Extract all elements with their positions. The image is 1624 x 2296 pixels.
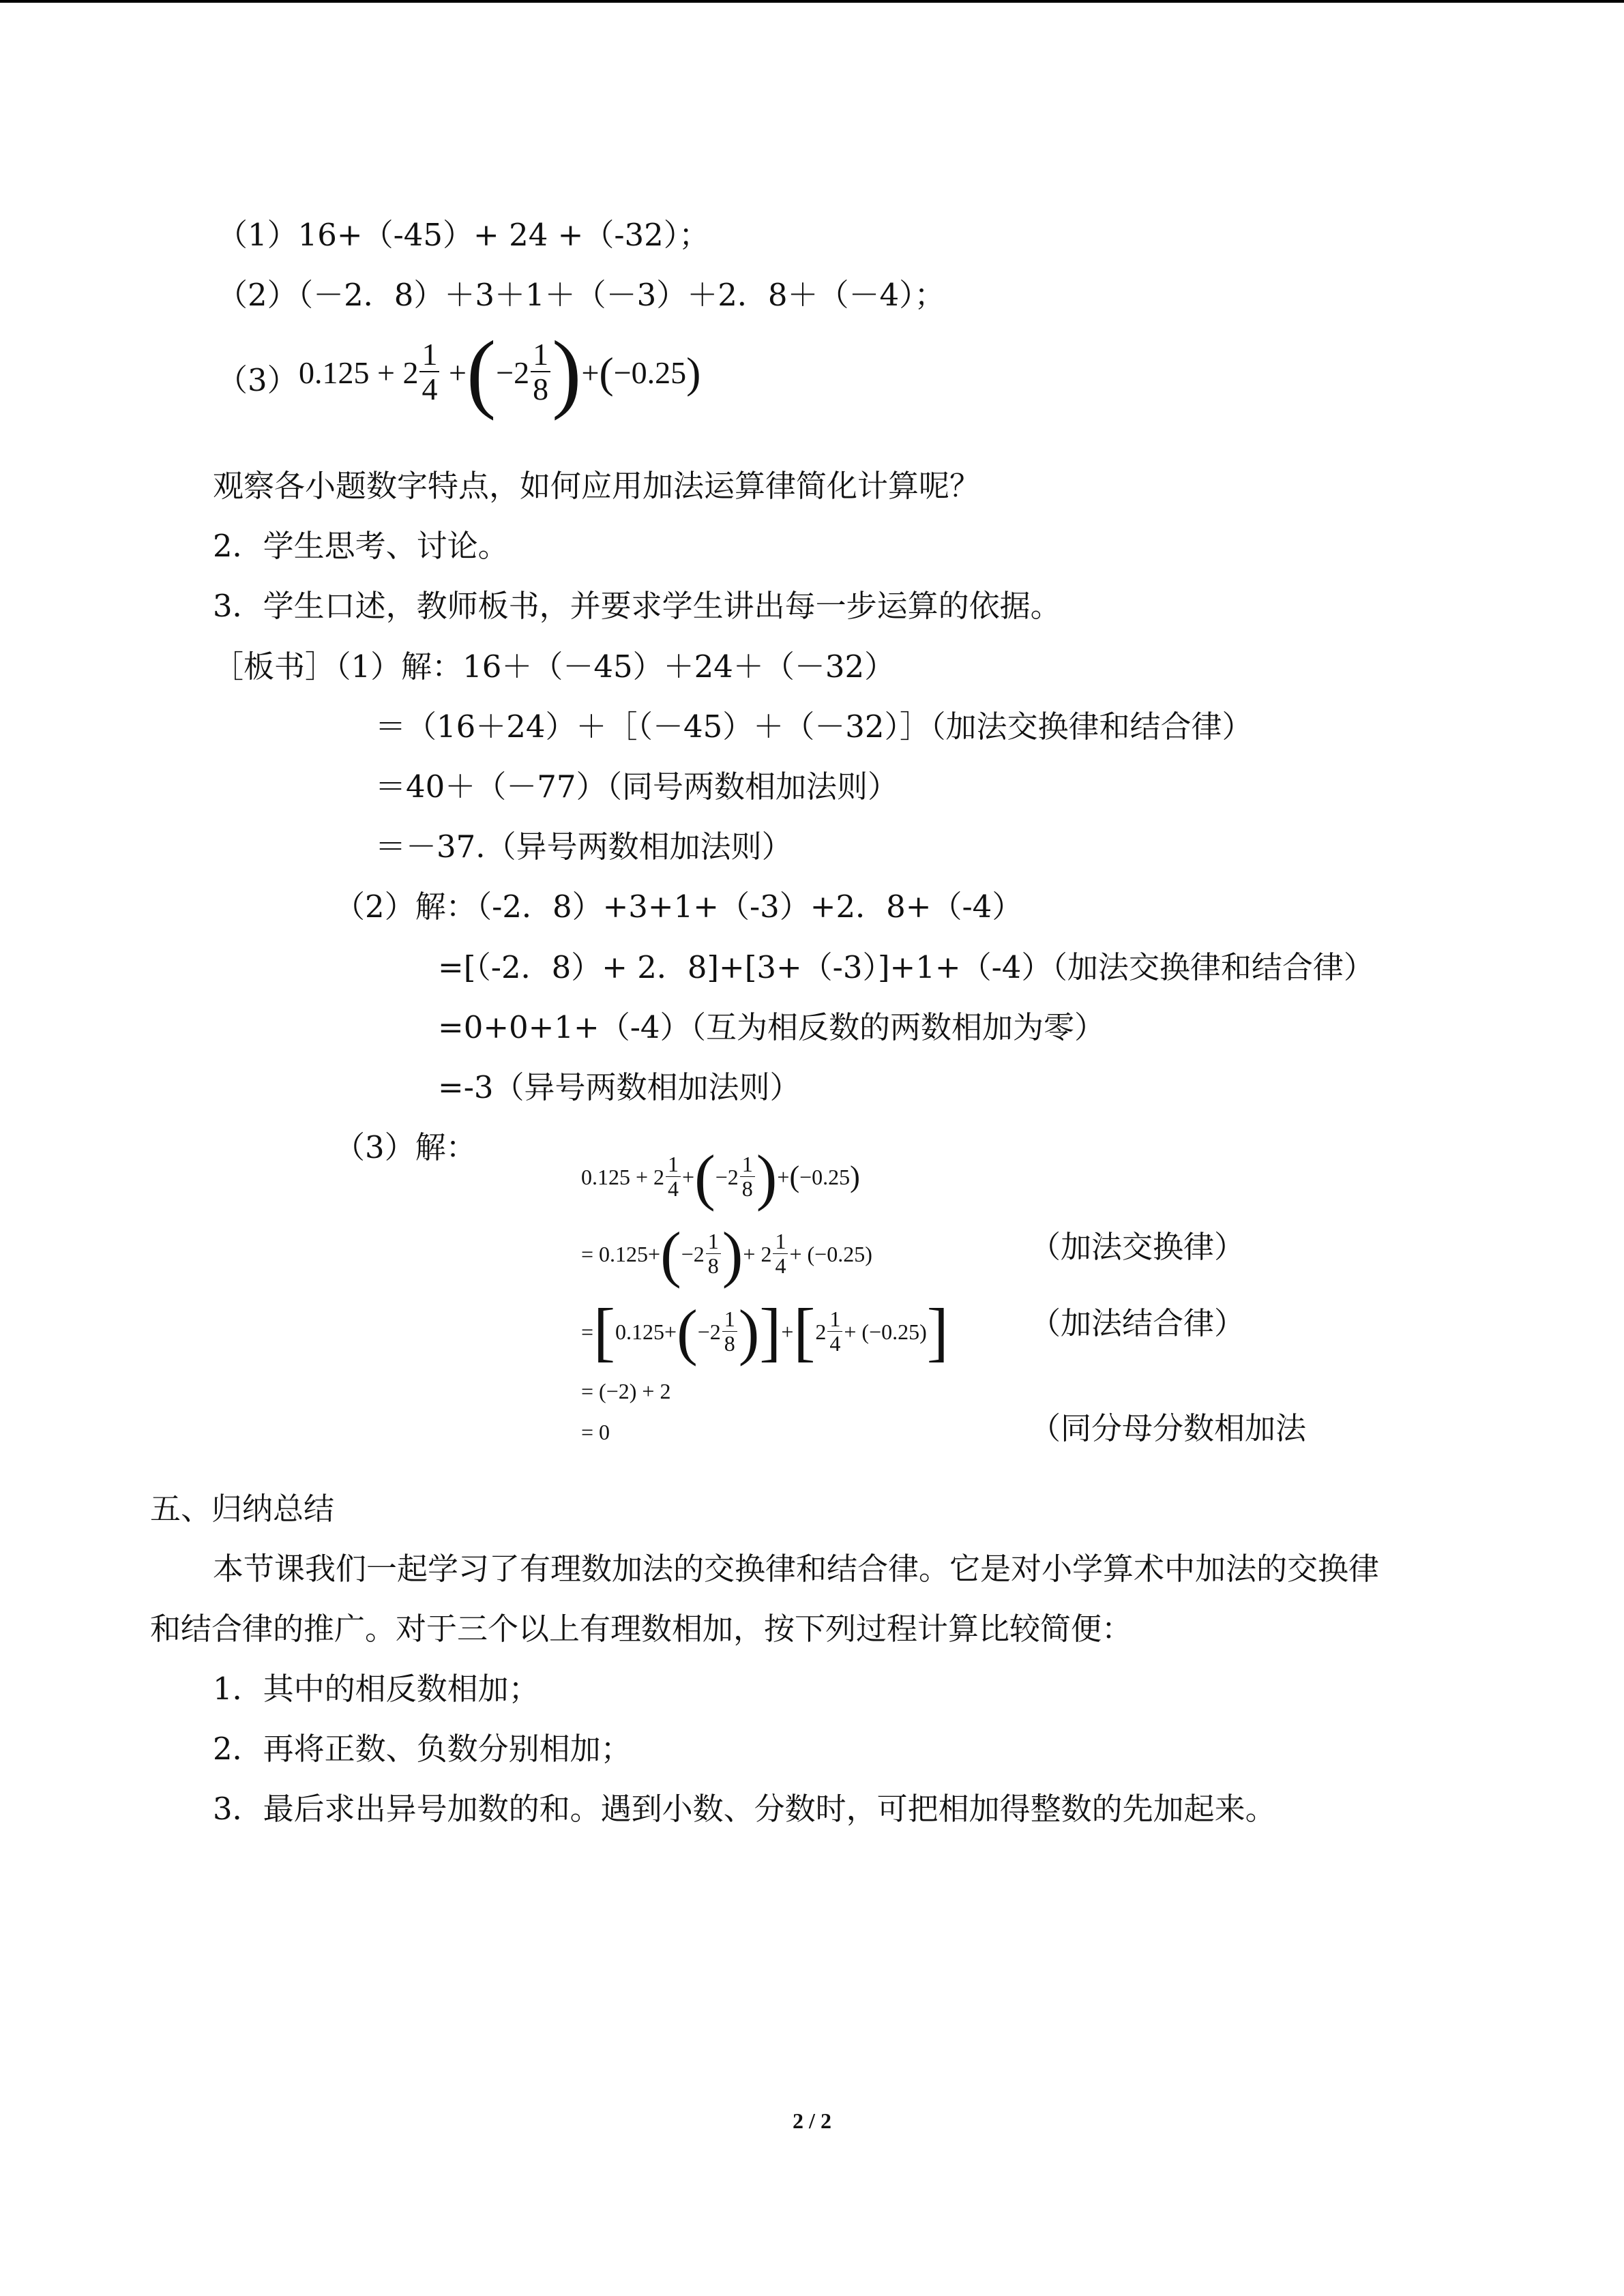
board-1-line-1: ＝（16＋24）＋［（－45）＋（－32）］（加法交换律和结合律） (375, 709, 1253, 745)
summary-heading: 五、归纳总结 (150, 1491, 335, 1527)
board-3-title: （3）解： (334, 1129, 477, 1165)
prompt-text: 观察各小题数字特点，如何应用加法运算律简化计算呢？ (213, 468, 981, 504)
board-3-row-5: = 0 (581, 1420, 610, 1444)
top-border-line (0, 0, 1624, 3)
summary-para-line-2: 和结合律的推广。对于三个以上有理数相加，按下列过程计算比较简便： (150, 1611, 1133, 1647)
problem-1: （1）16+（-45）+ 24 +（-32）； (217, 217, 710, 253)
summary-item-2: 2．再将正数、负数分别相加； (213, 1731, 632, 1767)
summary-item-3: 3．最后求出异号加数的和。遇到小数、分数时，可把相加得整数的先加起来。 (213, 1791, 1276, 1827)
p3-c-whole: −2 (496, 355, 530, 390)
p3-b-whole: 2 (402, 355, 419, 390)
board-1-line-3: ＝－37.（异号两数相加法则） (375, 829, 793, 865)
board-3-row-3: = [ 0.125 + ( −2 $\frac{1}{8}$ ) ] + [ 2 $\frac{1}{4}$ + ( −0.25 ) ] (581, 1295, 949, 1368)
problem-2: （2）（－2．8）＋3＋1＋（－3）＋2．8＋（－4）； (217, 277, 945, 313)
board-3-row-2: = 0.125 + ( −2 $\frac{1}{8}$ ) + 2 $\frac{1}{4}$ + ( −0.25 ) (581, 1219, 872, 1289)
board-3-row-1: 0.125 + 2 $\frac{1}{4}$ + ( −2 $\frac{1}{8}$ ) + ( −0.25 ) (581, 1142, 860, 1212)
p3-term-a: 0.125 (299, 355, 370, 390)
problem-3-label: （3） (217, 362, 298, 398)
p3-term-d: −0.25 (613, 355, 687, 390)
problem-3-expression: 0.125 + 2 $\frac{1}{4}$ + ( −2 $\frac{1}{8}$ ) + ( −0.25 ) (299, 323, 701, 421)
board-2-title: （2）解：（-2．8）+3+1+（-3）+2．8+（-4） (334, 889, 1023, 925)
board-3-note-fraction: （同分母分数相加法 (1030, 1410, 1307, 1446)
board-3-row-4: = (−2) + 2 (581, 1379, 671, 1403)
board-title: ［板书］（1）解：16＋（－45）＋24＋（－32） (213, 648, 896, 685)
summary-item-1: 1．其中的相反数相加； (213, 1671, 540, 1707)
board-1-line-2: ＝40＋（－77）（同号两数相加法则） (375, 769, 899, 805)
p3-b-fraction: $\frac{1}{4}$ (419, 338, 439, 407)
board-2-line-1: =[（-2．8）+ 2．8]+[3+（-3）]+1+（-4）（加法交换律和结合律） (438, 949, 1374, 985)
board-2-line-2: =0+0+1+（-4）（互为相反数的两数相加为零） (438, 1009, 1106, 1045)
board-3-note-commutative: （加法交换律） (1030, 1229, 1245, 1265)
step-2: 2．学生思考、讨论。 (213, 528, 509, 564)
p3-c-fraction: $\frac{1}{8}$ (531, 338, 550, 407)
board-3-note-associative: （加法结合律） (1030, 1305, 1245, 1341)
board-2-line-3: =-3（异号两数相加法则） (438, 1069, 801, 1105)
page-number: 2 / 2 (793, 2108, 831, 2133)
summary-para-line-1: 本节课我们一起学习了有理数加法的交换律和结合律。它是对小学算术中加法的交换律 (213, 1551, 1380, 1587)
step-3: 3．学生口述，教师板书，并要求学生讲出每一步运算的依据。 (213, 588, 1061, 624)
